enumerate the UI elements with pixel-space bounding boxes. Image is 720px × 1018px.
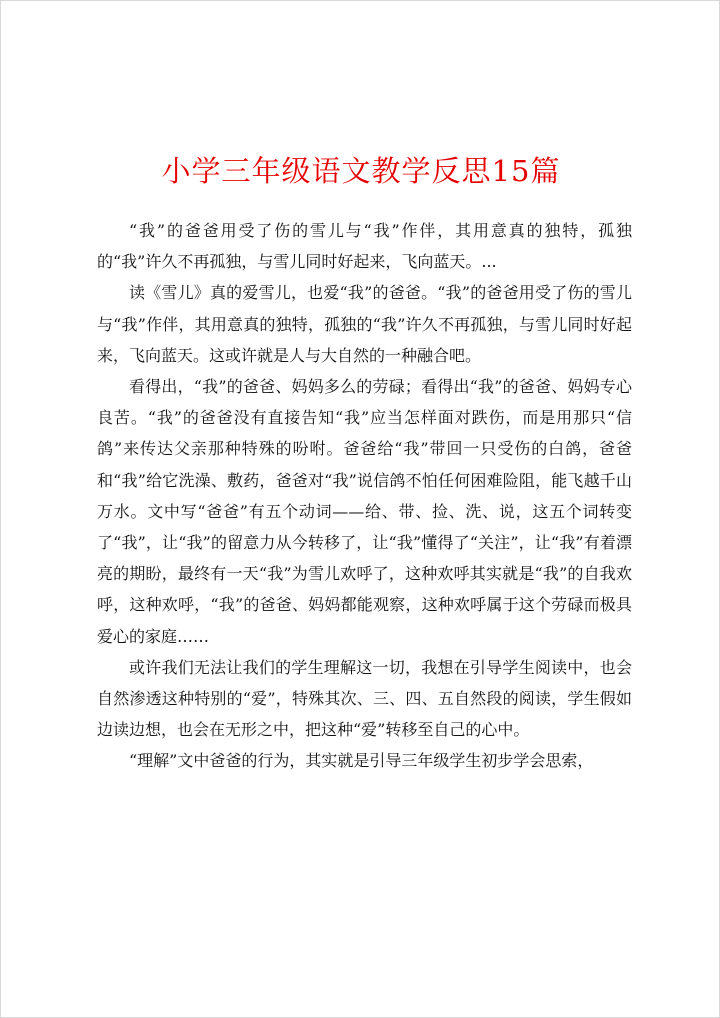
paragraph-2: 读《雪儿》真的爱雪儿，也爱“我”的爸爸。“我”的爸爸用受了伤的雪儿与“我”作伴，其用意真的独特，孤独的“我”许久不再孤独，与雪儿同时好起来，飞向蓝天。这或许就是人与大自然的一种融合吧。	[97, 283, 632, 365]
paragraph-4: 或许我们无法让我们的学生理解这一切，我想在引导学生阅读中，也会自然渗透这种特别的“爱”，特殊其次、三、四、五自然段的阅读，学生假如边读边想，也会在无形之中，把这种“爱”转移至自己的心中。	[97, 657, 632, 740]
paragraph-5: “理解”文中爸爸的行为，其实就是引导三年级学生初步学会思索，	[129, 751, 594, 771]
paragraph-1: “我”的爸爸用受了伤的雪儿与“我”作伴，其用意真的独特，孤独的“我”许久不再孤独，与雪儿同时好起来，飞向蓝天。...	[97, 221, 632, 272]
document-title: 小学三年级语文教学反思15篇	[161, 154, 561, 188]
document-body	[97, 215, 632, 777]
paragraph-3: 看得出，“我”的爸爸、妈妈多么的劳碌；看得出“我”的爸爸、妈妈专心良苦。“我”的爸爸没有直接告知“我”应当怎样面对跌伤，而是用那只“信鸽”来传达父亲那种特殊的吩咐。爸爸给“我”带回一只受伤的白鸽，爸爸和“我”给它洗澡、敷药，爸爸对“我”说信鸽不怕任何困难险阻，能飞越千山万水。文中写“爸爸”有五个动词——给、带、捡、洗、说，这五个词转变了“我”，让“我”的留意力从今转移了，让“我”懂得了“关注”，让“我”有着漂亮的期盼，最终有一天“我”为雪儿欢呼了，这种欢呼其实就是“我”的自我欢呼，这种欢呼，“我”的爸爸、妈妈都能观察，这种欢呼属于这个劳碌而极具爱心的家庭……	[97, 377, 632, 646]
